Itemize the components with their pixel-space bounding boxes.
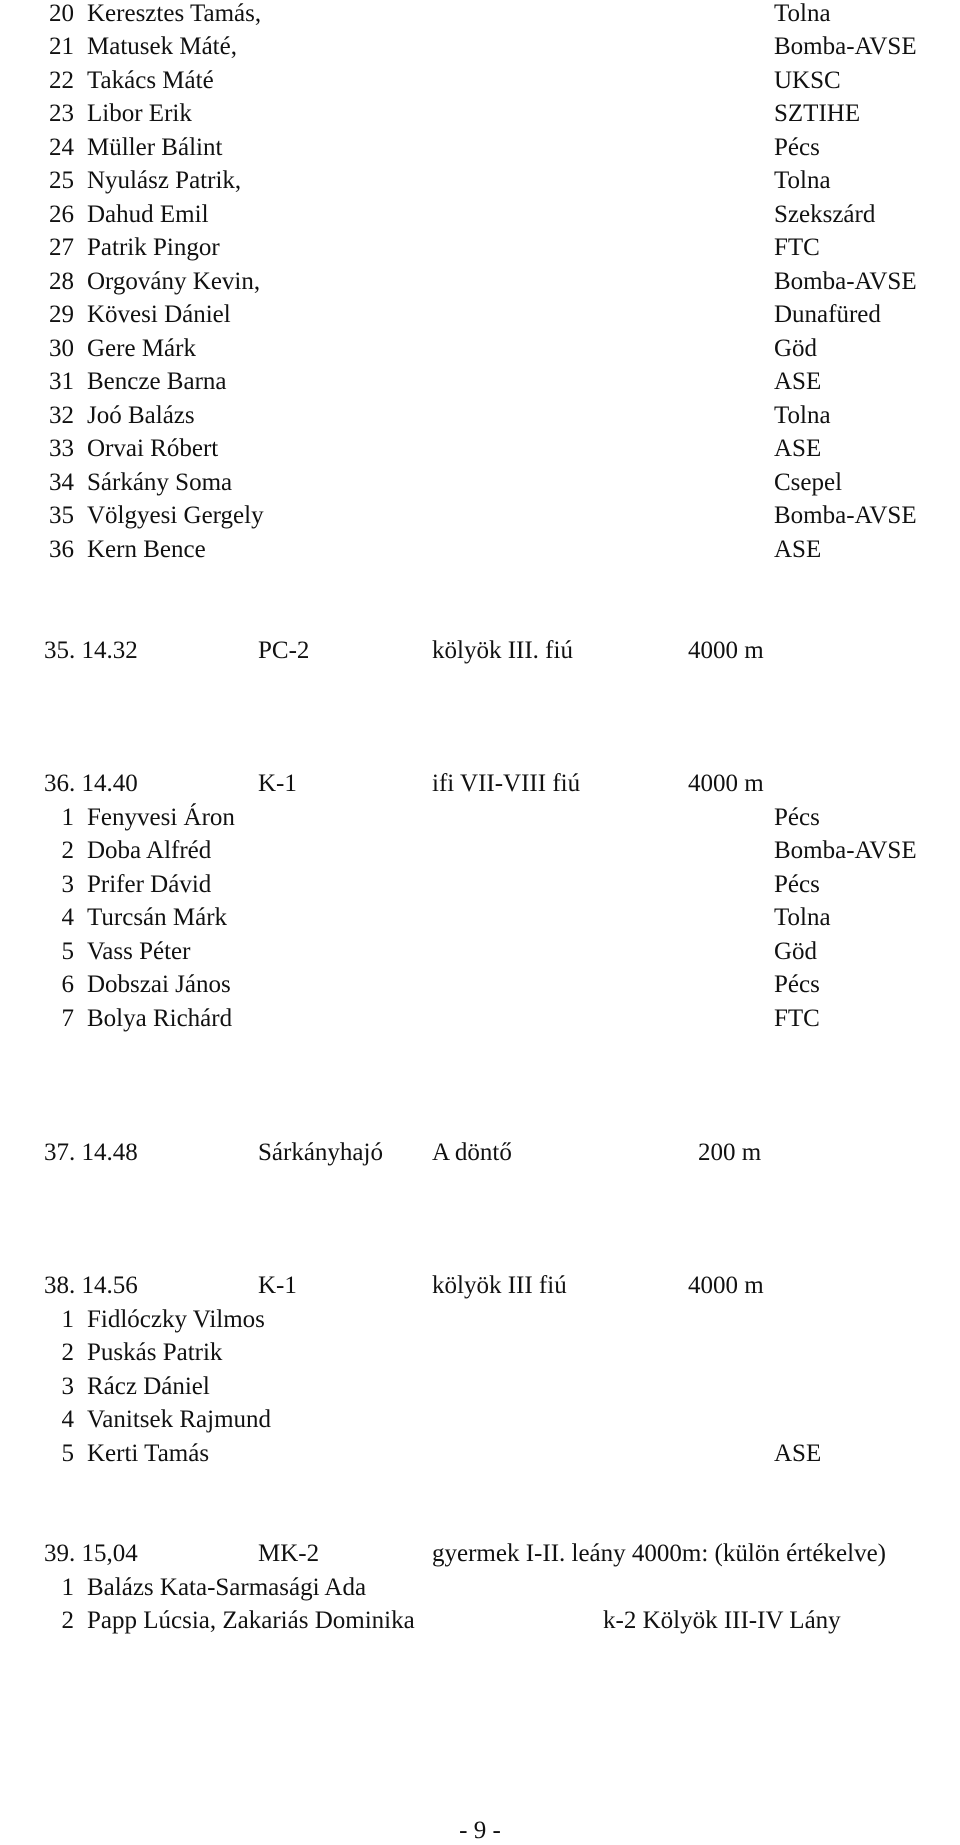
entry-number: 2 [61,837,74,864]
entry-number: 20 [49,0,74,27]
race-category: ifi VII-VIII fiú [432,770,581,797]
list-item [0,64,960,97]
entry-name: Völgyesi Gergely [87,502,264,529]
list-item [0,1403,960,1436]
entry-name: Orgovány Kevin, [87,268,261,295]
entry-club: FTC [774,234,820,261]
list-item [0,1604,960,1637]
entry-number: 2 [61,1607,74,1634]
race-header [0,1269,960,1302]
list-item [0,1002,960,1035]
race-header [0,1136,960,1169]
list-item [0,432,960,465]
race-header [0,1537,960,1570]
list-item [0,131,960,164]
entry-number: 29 [49,301,74,328]
entry-number: 31 [49,368,74,395]
entry-number: 3 [61,871,74,898]
list-item [0,97,960,130]
entry-number: 5 [61,1440,74,1467]
entry-club: Tolna [774,904,831,931]
list-item [0,801,960,834]
list-item [0,533,960,566]
entry-club: SZTIHE [774,100,861,127]
entry-club: Bomba-AVSE [774,268,917,295]
list-item [0,298,960,331]
entry-club: UKSC [774,67,841,94]
entry-club: ASE [774,435,822,462]
list-item [0,1571,960,1604]
entry-number: 27 [49,234,74,261]
entry-number: 5 [61,938,74,965]
entry-number: 28 [49,268,74,295]
race-number-time: 39. 15,04 [44,1540,138,1567]
entry-number: 30 [49,335,74,362]
entry-number: 1 [61,1574,74,1601]
entry-club: Csepel [774,469,843,496]
entry-number: 7 [61,1005,74,1032]
entry-club: Tolna [774,167,831,194]
race-category: A döntő [432,1139,512,1166]
race-header [0,767,960,800]
entry-club: Pécs [774,971,820,998]
race-category: gyermek I-II. leány 4000m: (külön értékelve) [432,1540,886,1567]
race-header [0,634,960,667]
entry-name: Takács Máté [87,67,214,94]
entry-number: 32 [49,402,74,429]
entry-name: Bencze Barna [87,368,227,395]
list-item [0,0,960,30]
entry-name: Gere Márk [87,335,196,362]
race-number-time: 37. 14.48 [44,1139,138,1166]
entry-name: Vass Péter [87,938,191,965]
entry-number: 21 [49,33,74,60]
list-item [0,30,960,63]
entry-name: Puskás Patrik [87,1339,223,1366]
entry-name: Vanitsek Rajmund [87,1406,272,1433]
race-number-time: 38. 14.56 [44,1272,138,1299]
entry-club: Bomba-AVSE [774,502,917,529]
entry-number: 2 [61,1339,74,1366]
list-item [0,1370,960,1403]
list-item [0,1437,960,1470]
entry-club: Göd [774,938,818,965]
race-distance: 4000 m [688,1272,764,1299]
entry-name: Fidlóczky Vilmos [87,1306,265,1333]
entry-number: 1 [61,804,74,831]
entry-number: 25 [49,167,74,194]
entry-name: Kern Bence [87,536,206,563]
race-boat-class: K-1 [258,1272,297,1299]
entry-name: Kövesi Dániel [87,301,231,328]
entry-number: 3 [61,1373,74,1400]
entry-club: Bomba-AVSE [774,33,917,60]
entry-name: Sárkány Soma [87,469,233,496]
entry-name: Fenyvesi Áron [87,804,235,831]
entry-name: Prifer Dávid [87,871,212,898]
entry-club: ASE [774,536,822,563]
list-item [0,265,960,298]
list-item [0,968,960,1001]
entry-club: Szekszárd [774,201,876,228]
race-boat-class: K-1 [258,770,297,797]
entry-name: Joó Balázs [87,402,195,429]
list-item [0,935,960,968]
list-item [0,901,960,934]
entry-name: Nyulász Patrik, [87,167,242,194]
entry-number: 1 [61,1306,74,1333]
entry-name: Doba Alfréd [87,837,212,864]
list-item [0,466,960,499]
list-item [0,834,960,867]
list-item [0,499,960,532]
entry-club: FTC [774,1005,820,1032]
race-boat-class: PC-2 [258,637,310,664]
entry-name: Orvai Róbert [87,435,219,462]
entry-number: 34 [49,469,74,496]
entry-name: Müller Bálint [87,134,223,161]
entry-name: Bolya Richárd [87,1005,233,1032]
race-number-time: 36. 14.40 [44,770,138,797]
entry-name: Patrik Pingor [87,234,220,261]
entry-name: Balázs Kata-Sarmasági Ada [87,1574,367,1601]
entry-name: Keresztes Tamás, [87,0,262,27]
entry-name: Matusek Máté, [87,33,237,60]
list-item [0,332,960,365]
entry-name: Dobszai János [87,971,231,998]
race-distance: 200 m [698,1139,762,1166]
entry-number: 24 [49,134,74,161]
entry-number: 22 [49,67,74,94]
list-item [0,231,960,264]
entry-club: Pécs [774,804,820,831]
entry-club: ASE [774,368,822,395]
entry-number: 23 [49,100,74,127]
entry-number: 6 [61,971,74,998]
list-item [0,365,960,398]
list-item [0,1303,960,1336]
entry-name: Rácz Dániel [87,1373,210,1400]
entry-number: 36 [49,536,74,563]
entry-club: ASE [774,1440,822,1467]
entry-club: Pécs [774,134,820,161]
entry-name: Kerti Tamás [87,1440,210,1467]
entry-club: Pécs [774,871,820,898]
race-distance: 4000 m [688,770,764,797]
list-item [0,399,960,432]
race-category: kölyök III fiú [432,1272,567,1299]
list-item [0,164,960,197]
entry-club: Bomba-AVSE [774,837,917,864]
entry-club: Dunafüred [774,301,881,328]
entry-number: 4 [61,904,74,931]
entry-name: Dahud Emil [87,201,209,228]
list-item [0,198,960,231]
page-number: - 9 - [459,1817,501,1844]
race-distance: 4000 m [688,637,764,664]
entry-number: 26 [49,201,74,228]
race-boat-class: Sárkányhajó [258,1139,383,1166]
race-number-time: 35. 14.32 [44,637,138,664]
race-category: kölyök III. fiú [432,637,573,664]
list-item [0,1336,960,1369]
race-boat-class: MK-2 [258,1540,320,1567]
entry-note: k-2 Kölyök III-IV Lány [603,1607,841,1634]
list-item [0,868,960,901]
entry-club: Tolna [774,0,831,27]
entry-name: Libor Erik [87,100,192,127]
entry-club: Göd [774,335,818,362]
entry-name: Turcsán Márk [87,904,228,931]
entry-number: 4 [61,1406,74,1433]
entry-name: Papp Lúcsia, Zakariás Dominika [87,1607,415,1634]
entry-number: 33 [49,435,74,462]
entry-club: Tolna [774,402,831,429]
entry-number: 35 [49,502,74,529]
